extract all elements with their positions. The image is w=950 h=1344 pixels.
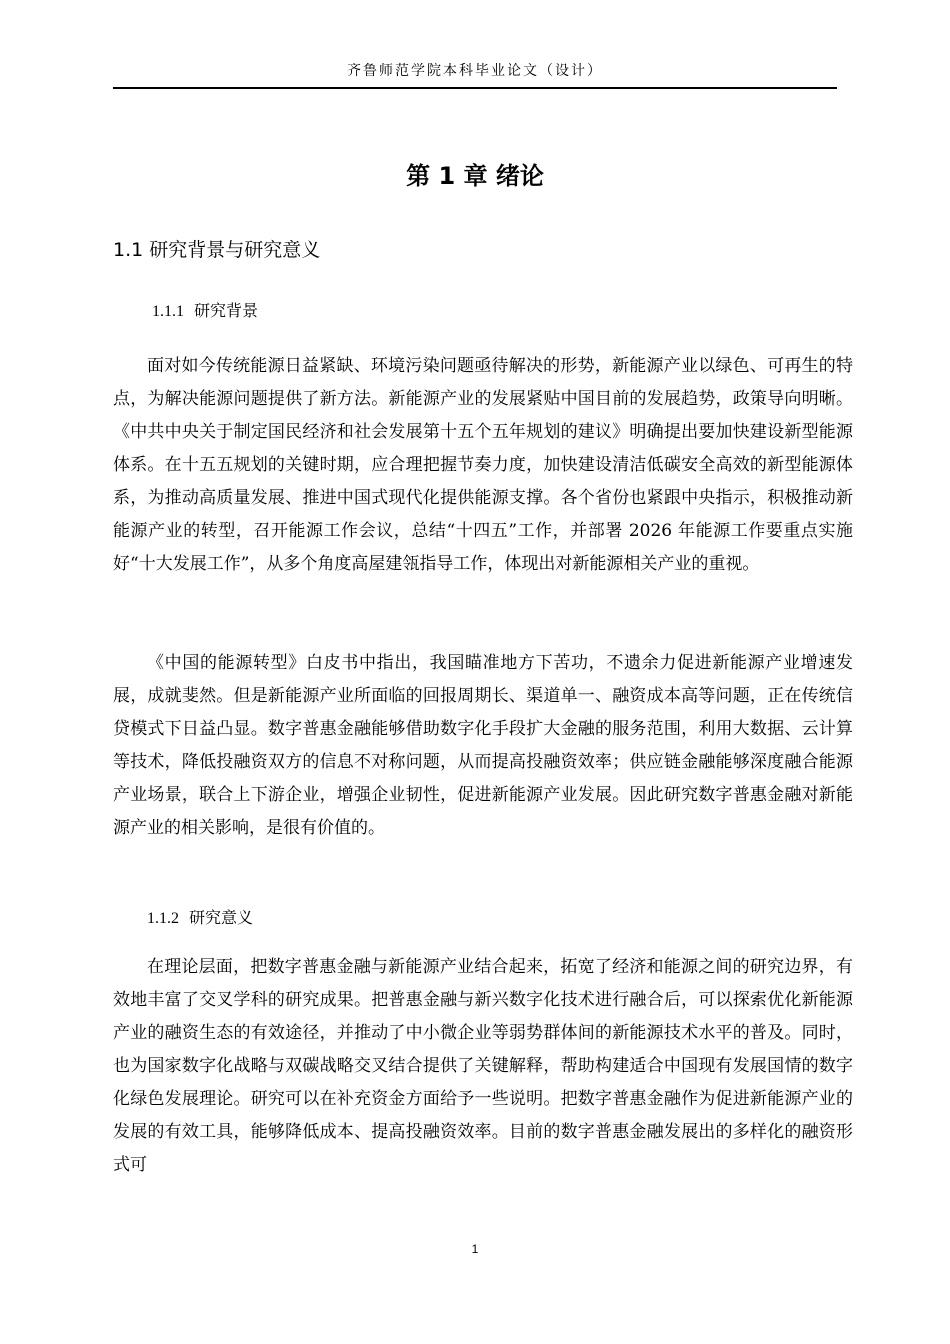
body-paragraph: 在理论层面，把数字普惠金融与新能源产业结合起来，拓宽了经济和能源之间的研究边界，有效地丰富了交叉学科的研究成果。把普惠金融与新兴数字化技术进行融合后，可以探索优化新能源产业的融资生态的有效途径，并推动了中小微企业等弱势群体间的新能源技术水平的普及。同时，也为国家数字化战略与双碳战略交叉结合提供了关键解释，帮助构建适合中国现有发展国情的数字化绿色发展理论。研究可以在补充资金方面给予一些说明。把数字普惠金融作为促进新能源产业的发展的有效工具，能够降低成本、提高投融资效率。目前的数字普惠金融发展出的多样化的融资形式可: [113, 957, 853, 1175]
body-paragraph: 《中国的能源转型》白皮书中指出，我国瞄准地方下苦功，不遗余力促进新能源产业增速发展，成就斐然。但是新能源产业所面临的回报周期长、渠道单一、融资成本高等问题，正在传统信贷模式下日益凸显。数字普惠金融能够借助数字化手段扩大金融的服务范围，利用大数据、云计算等技术，降低投融资双方的信息不对称问题，从而提高投融资效率；供应链金融能够深度融合能源产业场景，联合上下游企业，增强企业韧性，促进新能源产业发展。因此研究数字普惠金融对新能源产业的相关影响，是很有价值的。: [113, 653, 853, 838]
body-paragraph: 面对如今传统能源日益紧缺、环境污染问题亟待解决的形势，新能源产业以绿色、可再生的特点，为解决能源问题提供了新方法。新能源产业的发展紧贴中国目前的发展趋势，政策导向明晰。《中共中央关于制定国民经济和社会发展第十五个五年规划的建议》明确提出要加快建设新型能源体系。在十五五规划的关键时期，应合理把握节奏力度，加快建设清洁低碳安全高效的新型能源体系，为推动高质量发展、推进中国式现代化提供能源支撑。各个省份也紧跟中央指示，积极推动新能源产业的转型，召开能源工作会议，总结“十四五”工作，并部署 2026 年能源工作要重点实施好“十大发展工作”，从多个角度高屋建瓴指导工作，体现出对新能源相关产业的重视。: [113, 356, 853, 574]
section-heading: 1.1 研究背景与研究意义: [113, 239, 321, 261]
subsection-heading-significance: [147, 907, 253, 930]
subsection-number: 1.1.2: [147, 910, 179, 927]
chapter-title: 第 1 章 绪论: [406, 162, 544, 190]
header-divider: [113, 87, 837, 89]
subsection-heading-background: [152, 300, 258, 323]
subsection-title: 研究意义: [189, 908, 254, 927]
subsection-number: 1.1.1: [152, 303, 184, 320]
page-number: 1: [471, 1242, 479, 1256]
subsection-title: 研究背景: [194, 301, 259, 320]
header-title: 齐鲁师范学院本科毕业论文（设计）: [347, 63, 603, 79]
